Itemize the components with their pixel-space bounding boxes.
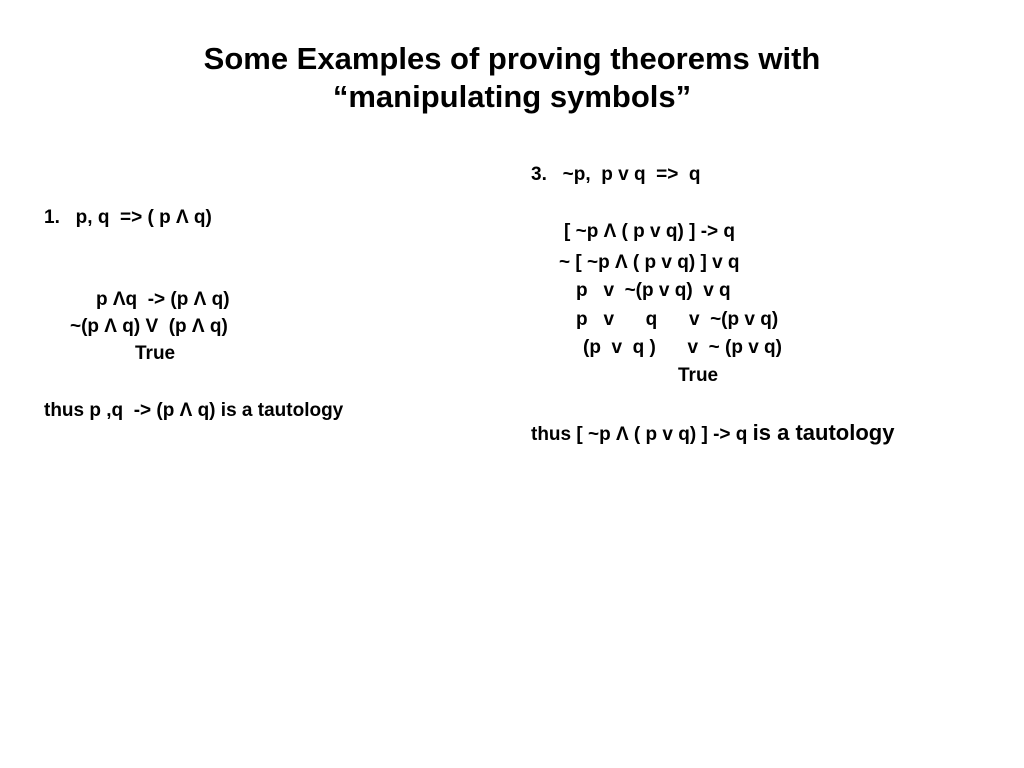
example-1-step-3: True <box>135 343 176 364</box>
example-3-step-5: (p v q ) v ~ (p v q) <box>583 337 782 358</box>
example-3-step-1: [ ~p Λ ( p v q) ] -> q <box>564 221 735 242</box>
slide-title <box>0 40 1024 116</box>
example-3-conclusion-main: thus [ ~p Λ ( p v q) ] -> q <box>531 424 753 445</box>
example-1-heading: 1. p, q => ( p Λ q) <box>44 207 212 228</box>
example-1-conclusion: thus p ,q -> (p Λ q) is a tautology <box>44 400 344 421</box>
slide-title-line-2: “manipulating symbols” <box>332 79 692 114</box>
slide-title-line-1: Some Examples of proving theorems with <box>203 41 821 76</box>
example-3-step-2: ~ [ ~p Λ ( p v q) ] v q <box>559 252 740 273</box>
example-3-heading: 3. ~p, p v q => q <box>531 164 701 185</box>
example-3-conclusion <box>531 421 894 447</box>
example-3-conclusion-tail: is a tautology <box>752 420 895 445</box>
example-1-step-2: ~(p Λ q) V (p Λ q) <box>70 316 228 337</box>
example-3-step-4: p v q v ~(p v q) <box>576 309 779 330</box>
example-3-step-3: p v ~(p v q) v q <box>576 280 731 301</box>
example-1-step-1: p Λq -> (p Λ q) <box>96 289 230 310</box>
example-3-step-6: True <box>678 365 719 386</box>
